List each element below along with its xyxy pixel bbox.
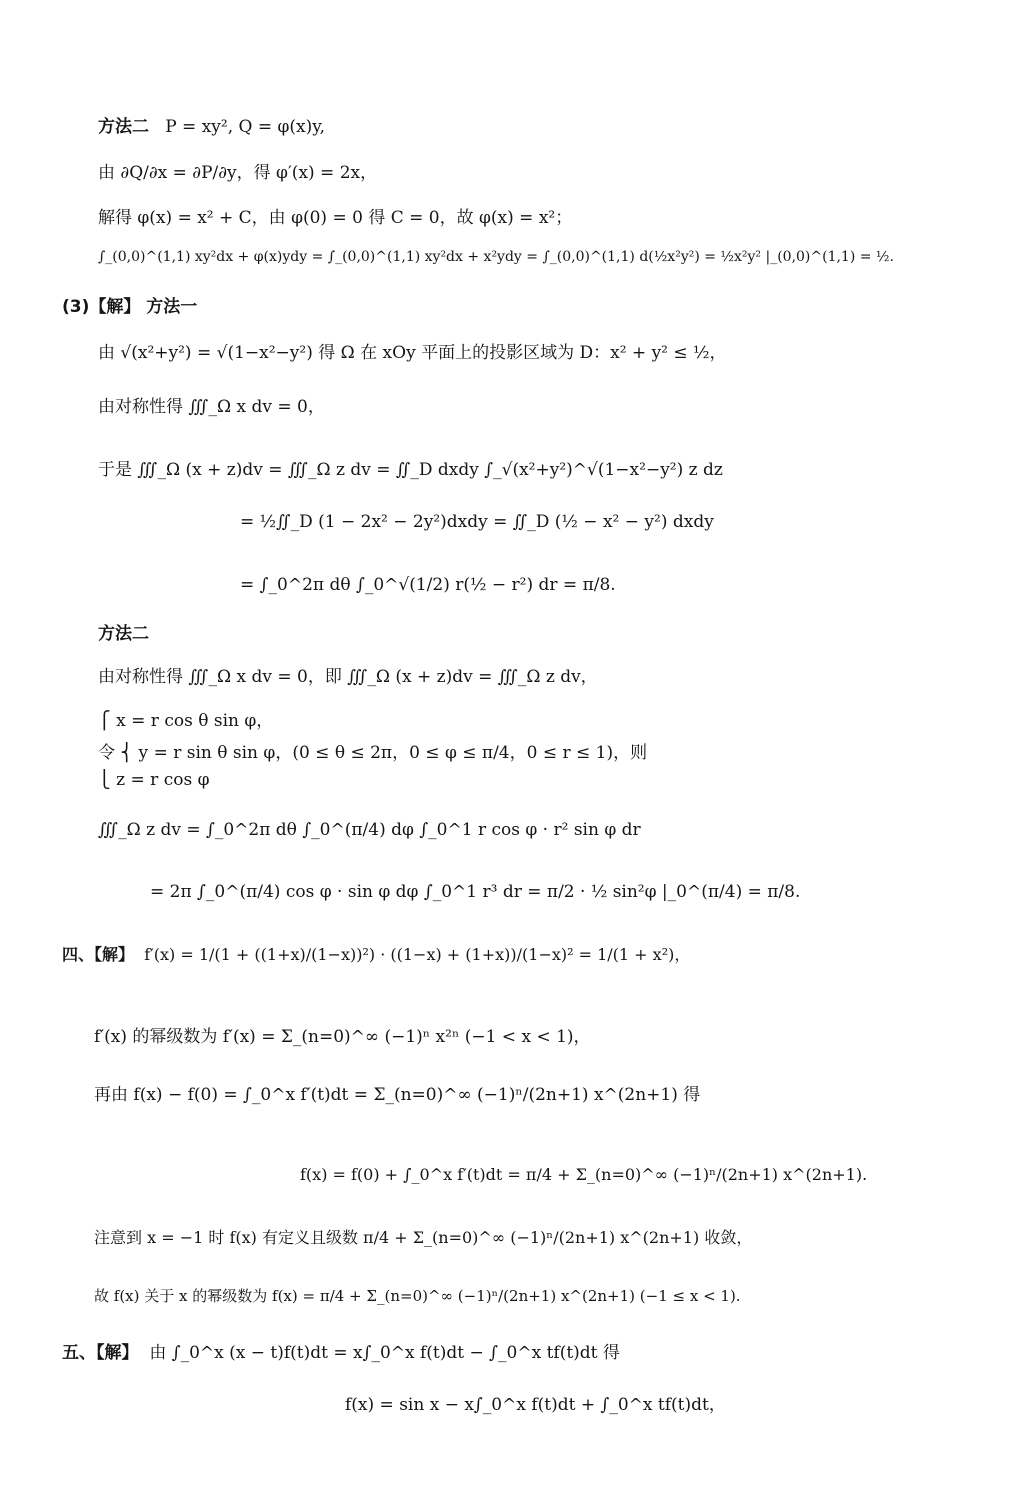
line-text: = ∫_0^2π dθ ∫_0^√(1/2) r(½ − r²) dr = π/8.: [240, 575, 616, 595]
line-text: = ½∬_D (1 − 2x² − 2y²)dxdy = ∬_D (½ − x² − y²) dxdy: [240, 512, 714, 532]
line-text: 故 f(x) 关于 x 的幂级数为 f(x) = π/4 + Σ_(n=0)^∞ (−1)ⁿ/(2n+1) x^(2n+1) (−1 ≤ x < 1).: [94, 1287, 741, 1305]
line-symmetry-2: [98, 662, 598, 687]
line-method2-pq: [98, 112, 325, 137]
line-text: 由 ∂Q/∂x = ∂P/∂y，得 φ′(x) = 2x，: [98, 163, 378, 183]
line-text: ⎧ x = r cos θ sin φ，: [98, 711, 274, 731]
line-text: ∭_Ω z dv = ∫_0^2π dθ ∫_0^(π/4) dφ ∫_0^1 r cos φ · r² sin φ dr: [98, 820, 641, 840]
line-f-series: [300, 1165, 867, 1184]
line-text: 由对称性得 ∭_Ω x dv = 0，即 ∭_Ω (x + z)dv = ∭_Ω z dv，: [98, 667, 598, 687]
line-text: 由 ∫_0^x (x − t)f(t)dt = x∫_0^x f(t)dt − ∫_0^x tf(t)dt 得: [149, 1343, 620, 1363]
line-q4-derivative: [62, 942, 690, 965]
line-line-integral: [98, 249, 894, 265]
line-integrate-series: [94, 1080, 700, 1105]
line-symmetry: [98, 392, 325, 417]
line-substitution-x: [98, 706, 273, 731]
line-text: ⎩ z = r cos φ: [98, 770, 210, 790]
line-spherical-integral: [98, 820, 641, 840]
line-substitution-y: [98, 738, 647, 763]
line-text: 由 √(x²+y²) = √(1−x²−y²) 得 Ω 在 xOy 平面上的投影区域为 D：x² + y² ≤ ½，: [98, 343, 727, 363]
line-label: 方法二: [98, 117, 149, 137]
line-text: f(x) = f(0) + ∫_0^x f′(t)dt = π/4 + Σ_(n=0)^∞ (−1)ⁿ/(2n+1) x^(2n+1).: [300, 1165, 868, 1184]
line-text: f′(x) 的幂级数为 f′(x) = Σ_(n=0)^∞ (−1)ⁿ x²ⁿ (−1 < x < 1)，: [94, 1027, 591, 1047]
line-spherical-result: [150, 882, 800, 902]
line-text: = 2π ∫_0^(π/4) cos φ · sin φ dφ ∫_0^1 r³ dr = π/2 · ½ sin²φ |_0^(π/4) = π/8.: [150, 882, 801, 902]
line-text: 由对称性得 ∭_Ω x dv = 0，: [98, 397, 325, 417]
line-label: (3)【解】 方法一: [62, 297, 198, 317]
line-final-series: [94, 1285, 741, 1306]
line-text: 再由 f(x) − f(0) = ∫_0^x f′(t)dt = Σ_(n=0)^∞ (−1)ⁿ/(2n+1) x^(2n+1) 得: [94, 1085, 701, 1105]
line-solve-phi: [98, 203, 572, 228]
line-label: 四、【解】: [62, 945, 135, 964]
line-part3-header: [62, 292, 197, 317]
line-text: f(x) = sin x − x∫_0^x f(t)dt + ∫_0^x tf(t)dt，: [345, 1395, 726, 1415]
line-text: f′(x) = 1/(1 + ((1+x)/(1−x))²) · ((1−x) + (1+x))/(1−x)² = 1/(1 + x²)，: [144, 945, 691, 964]
line-q5-equation: [345, 1390, 726, 1415]
line-text: 解得 φ(x) = x² + C，由 φ(0) = 0 得 C = 0，故 φ(x) = x²；: [98, 208, 573, 228]
line-text: 注意到 x = −1 时 f(x) 有定义且级数 π/4 + Σ_(n=0)^∞ (−1)ⁿ/(2n+1) x^(2n+1) 收敛，: [94, 1228, 753, 1247]
line-polar-result: [240, 575, 616, 595]
line-text: P = xy², Q = φ(x)y,: [165, 117, 326, 137]
line-text: ∫_(0,0)^(1,1) xy²dx + φ(x)ydy = ∫_(0,0)^(1,1) xy²dx + x²ydy = ∫_(0,0)^(1,1) d(½x²y²) = ½x²y² |_(0,0)^(1,1) = ½.: [98, 249, 894, 265]
line-q5-start: [62, 1338, 620, 1363]
line-partial-derivative: [98, 158, 377, 183]
line-convergence-note: [94, 1225, 752, 1248]
line-double-integral: [240, 512, 714, 532]
line-method2-header: [98, 619, 149, 644]
line-label: 方法二: [98, 624, 149, 644]
line-triple-integral: [98, 455, 723, 480]
line-label: 五、【解】: [62, 1343, 139, 1363]
line-substitution-z: [98, 770, 209, 790]
line-projection: [98, 338, 727, 363]
line-power-series-derivative: [94, 1022, 591, 1047]
line-text: 令 ⎨ y = r sin θ sin φ，(0 ≤ θ ≤ 2π，0 ≤ φ ≤ π/4，0 ≤ r ≤ 1)，则: [98, 743, 648, 763]
line-text: 于是 ∭_Ω (x + z)dv = ∭_Ω z dv = ∬_D dxdy ∫_√(x²+y²)^√(1−x²−y²) z dz: [98, 460, 723, 480]
